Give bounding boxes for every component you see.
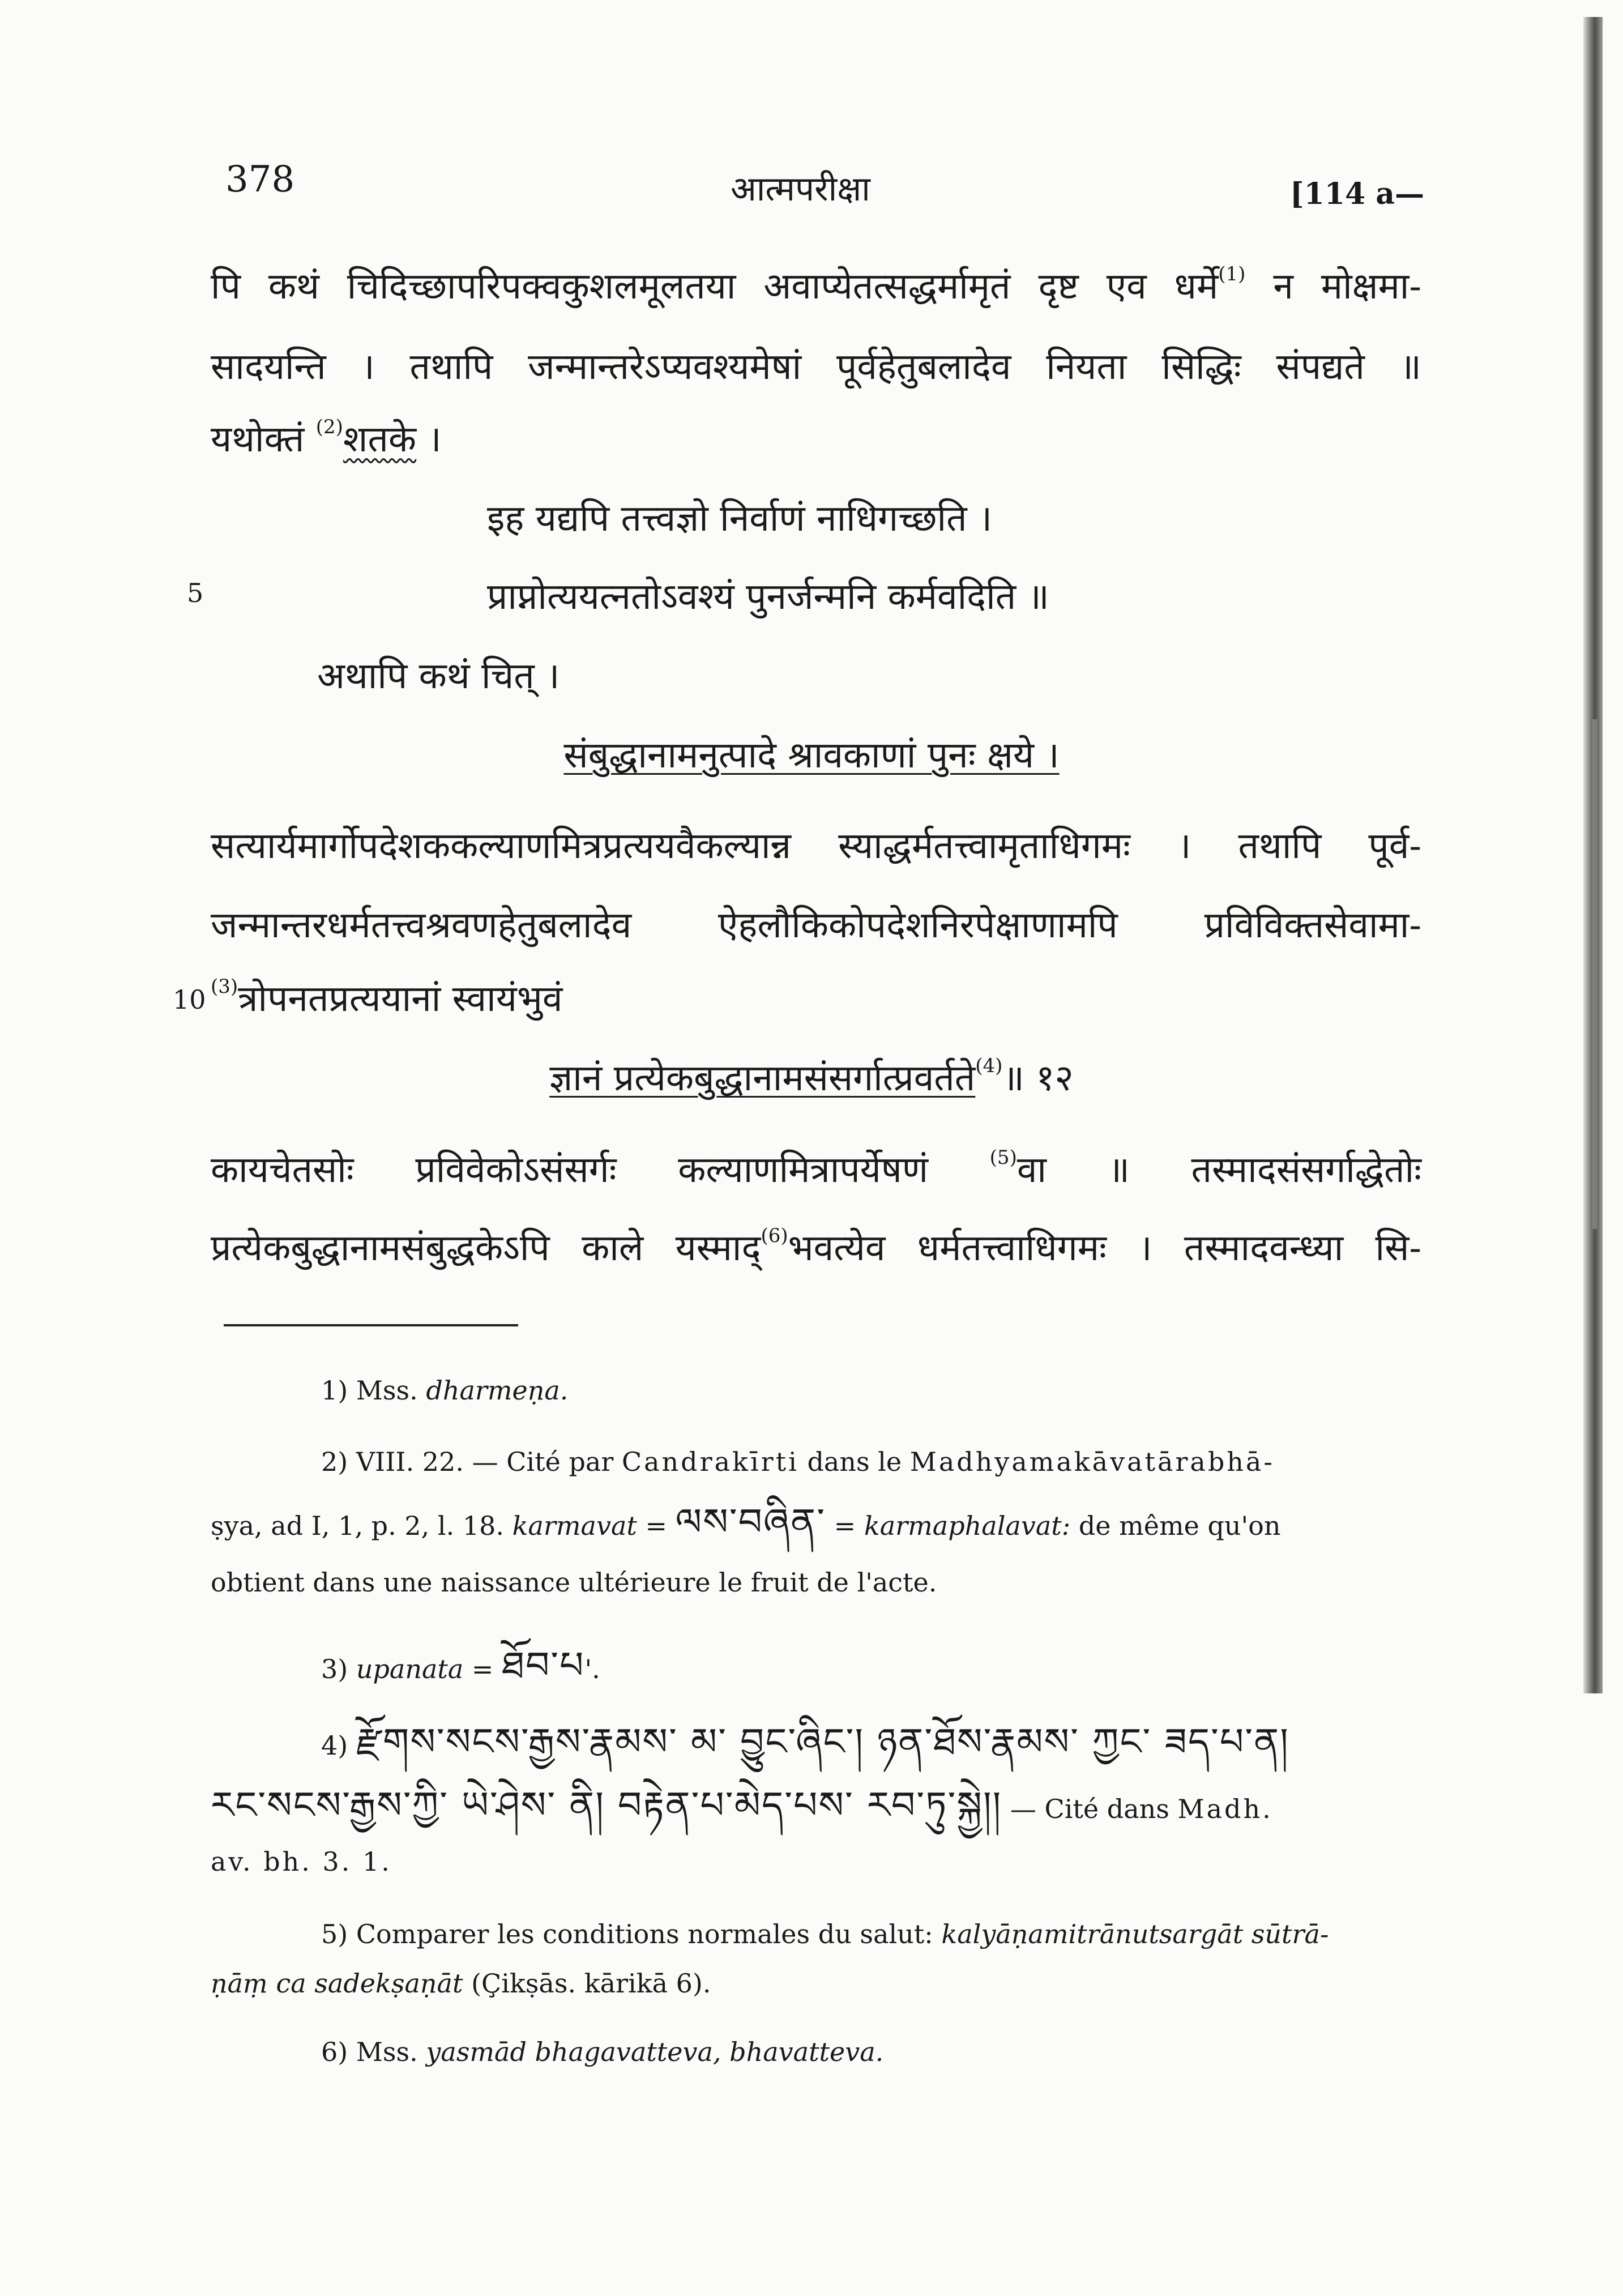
text-segment: ṣya, ad I, 1, p. 2, l. 18. [211,1510,512,1542]
text-segment: पि कथं चिदिच्छापरिपक्वकुशलमूलतया अवाप्येतत्सद्धर्मामृतं दृष्ट एव धर्मे [211,266,1219,308]
footnote-1 [211,1366,1421,1415]
footnote-italic: karmaphalavat: [864,1510,1071,1542]
text-segment: = [463,1654,502,1684]
text-segment: त्रोपनतप्रत्ययानां स्वायंभुवं [238,978,563,1020]
body-line-13 [211,1224,1421,1270]
body-line-9: जन्मान्तरधर्मतत्त्वश्रवणहेतुबलादेव ऐहलौकिकोपदेशनिरपेक्षाणामपि प्रविविक्तसेवामा- [211,904,1421,946]
text-segment: प्रत्येकबुद्धानामसंबुद्धकेऽपि काले यस्माद् [211,1227,761,1269]
footnote-label: 5) Comparer les conditions normales du salut: [321,1919,942,1949]
text-segment: । [416,419,442,460]
tibetan-text: རང་སངས་རྒྱས་ཀྱི་ ཡེ་ཤེས་ ནི། བརྟེན་པ་མེད་པས་ རབ་ཏུ་སྐྱེ།། [211,1783,1002,1828]
underlined-karika: ज्ञानं प्रत्येकबुद्धानामसंसर्गात्प्रवर्तते [549,1057,976,1099]
karika-line-2 [0,1054,1623,1100]
footnote-2 [211,1437,1421,1607]
line-number-10: 10 [173,984,206,1015]
footnote-marker: (2) [315,415,343,438]
body-line-12 [211,1146,1422,1192]
text-segment: '. [584,1654,600,1684]
wavy-underlined-ref: शतके [343,419,417,460]
tibetan-text: ཐོབ་པ [502,1644,585,1687]
footnote-4 [211,1710,1421,1887]
footnote-italic: karmavat [512,1510,637,1542]
text-segment: कायचेतसोः प्रविवेकोऽसंसर्गः कल्याणमित्रापर्येषणं [211,1149,929,1191]
footnote-marker: (3) [211,975,238,998]
footnote-italic: ṇāṃ ca sadekṣaṇāt [211,1968,463,1999]
footnote-marker: (5) [989,1146,1017,1169]
footnote-6 [211,2028,1421,2077]
running-title: आत्मपरीक्षा [731,169,870,209]
karika-number: ॥ १२ [1002,1057,1074,1099]
footnote-italic: yasmād bhagavatteva, bhavatteva. [426,2037,884,2067]
footnote-marker: (6) [761,1224,788,1247]
footnote-italic: dharmeṇa. [426,1375,569,1406]
footnote-5 [211,1910,1421,2009]
text-segment: de même qu'on [1070,1510,1281,1542]
work-title: Madh. [1177,1794,1273,1825]
body-line-3 [211,415,442,461]
text-segment: dans le [798,1446,910,1477]
text-segment: (Çikṣās. kārikā 6). [463,1968,711,1999]
footnote-marker: (4) [975,1054,1003,1077]
scan-binding-edge-lower [1592,719,1597,1229]
text-segment: न मोक्षमा- [1273,266,1422,308]
footnote-italic: kalyāṇamitrānutsargāt sūtrā- [941,1919,1329,1949]
footnote-italic: upanata [356,1654,464,1684]
text-segment: obtient dans une naissance ultérieure le fruit de l'acte. [211,1567,937,1598]
footnote-label: 1) Mss. [321,1375,426,1406]
body-line-2: सादयन्ति । तथापि जन्मान्तरेऽप्यवश्यमेषां पूर्वहेतुबलादेव नियता सिद्धिः संपद्यते ॥ [211,346,1421,388]
text-segment: = [637,1510,676,1542]
author-name: Candrakīrti [621,1446,799,1477]
text-segment: यथोक्तं [211,419,316,460]
footnote-label: 4) [321,1730,356,1761]
body-line-6: अथापि कथं चित् । [317,655,560,697]
text-segment: वा ॥ तस्मादसंसर्गाद्धेतोः [1016,1149,1422,1191]
text-segment: — Cité dans [1002,1794,1178,1825]
footnote-label: 2) VIII. 22. — Cité par [321,1446,622,1477]
work-title: Madhyamakāvatārabhā- [909,1446,1275,1477]
karika-line-1 [0,735,1623,777]
footnote-separator [224,1324,518,1326]
text-segment: av. bh. 3. 1. [211,1846,392,1877]
section-reference: [114 a— [1290,177,1424,211]
tibetan-text: རྫོགས་སངས་རྒྱས་རྣམས་ མ་ བྱུང་ཞིང་། ཉན་ཐོས་རྣམས་ ཀྱང་ ཟད་པ་ན། [356,1720,1289,1764]
body-line-1 [211,262,1422,308]
tibetan-text: ལས་བཞིན་ [675,1500,826,1544]
text-segment: भवत्येव धर्मतत्त्वाधिगमः । तस्मादवन्ध्या सि- [788,1227,1421,1269]
body-line-10 [211,975,563,1021]
page-number: 378 [225,159,295,200]
line-number-5: 5 [187,578,204,608]
footnote-label: 3) [321,1654,356,1684]
verse-line-1: इह यद्यपि तत्त्वज्ञो निर्वाणं नाधिगच्छति । [487,498,993,540]
footnote-label: 6) Mss. [321,2037,426,2067]
footnote-marker: (1) [1218,262,1246,285]
verse-line-2: प्राप्नोत्ययत्नतोऽवश्यं पुनर्जन्मनि कर्मवदिति ॥ [487,576,1049,618]
footnote-3 [211,1630,1421,1701]
body-line-8: सत्यार्यमार्गोपदेशककल्याणमित्रप्रत्ययवैकल्यान्न स्याद्धर्मतत्त्वामृताधिगमः । तथापि पूर्व- [211,825,1421,867]
underlined-karika: संबुद्धानामनुत्पादे श्रावकाणां पुनः क्षये । [563,735,1060,776]
text-segment: = [826,1510,864,1542]
